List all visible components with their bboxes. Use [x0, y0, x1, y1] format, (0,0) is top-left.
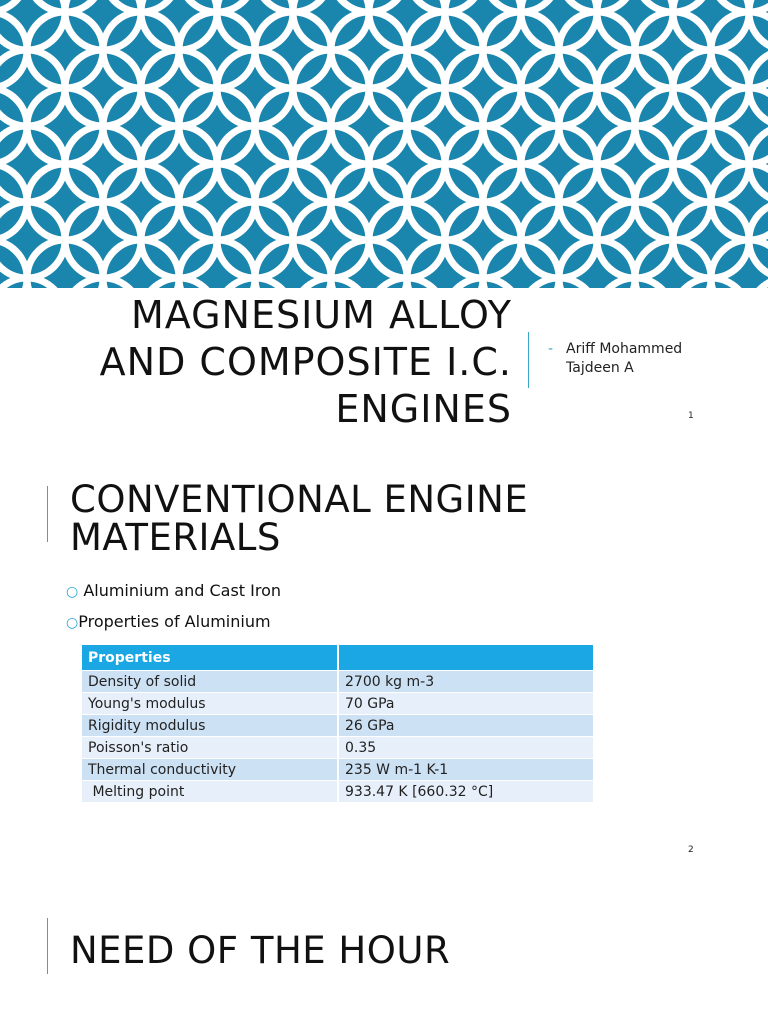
banner-pattern	[0, 0, 768, 288]
table-header-row	[82, 645, 593, 670]
table-cell: Young's modulus	[82, 693, 337, 714]
table-cell: 70 GPa	[337, 693, 593, 714]
page-number: 2	[688, 845, 694, 855]
heading-accent-line	[47, 486, 48, 542]
bullet-circle-icon: ○	[66, 584, 79, 600]
page-number: 1	[688, 411, 694, 421]
table-cell: 933.47 K [660.32 °C]	[337, 781, 593, 802]
section-heading: NEED OF THE HOUR	[70, 929, 451, 972]
heading-accent-line	[47, 918, 48, 974]
table-row	[82, 759, 593, 780]
table-cell: Thermal conductivity	[82, 759, 337, 780]
slide-title	[40, 292, 512, 433]
table-header-cell	[337, 645, 593, 670]
section-heading	[70, 478, 529, 559]
table-cell: 235 W m-1 K-1	[337, 759, 593, 780]
bullet-item	[66, 581, 281, 600]
section-heading-line: MATERIALS	[70, 516, 281, 559]
table-header-cell: Properties	[82, 645, 337, 670]
table-row	[82, 781, 593, 802]
section-heading-line: CONVENTIONAL ENGINE	[70, 478, 529, 521]
author-dash: -	[548, 341, 554, 357]
table-cell: Poisson's ratio	[82, 737, 337, 758]
slide-title-line: ENGINES	[335, 387, 512, 431]
bullet-text: Aluminium and Cast Iron	[83, 581, 282, 600]
table-row	[82, 671, 593, 692]
table-cell: Density of solid	[82, 671, 337, 692]
table-row	[82, 715, 593, 736]
table-cell: Melting point	[82, 781, 337, 802]
table-cell: 0.35	[337, 737, 593, 758]
slide-title-line: MAGNESIUM ALLOY	[130, 293, 512, 337]
bullet-circle-icon: ○	[66, 615, 79, 631]
table-cell: 2700 kg m-3	[337, 671, 593, 692]
bullet-item	[66, 612, 271, 631]
table-cell: 26 GPa	[337, 715, 593, 736]
title-divider	[528, 332, 529, 388]
bullet-text: Properties of Aluminium	[78, 612, 271, 631]
author-name: Ariff Mohammed Tajdeen A	[566, 341, 683, 376]
properties-table	[82, 644, 593, 803]
table-row	[82, 693, 593, 714]
table-row	[82, 737, 593, 758]
table-cell: Rigidity modulus	[82, 715, 337, 736]
slide-title-line: AND COMPOSITE I.C.	[99, 340, 512, 384]
